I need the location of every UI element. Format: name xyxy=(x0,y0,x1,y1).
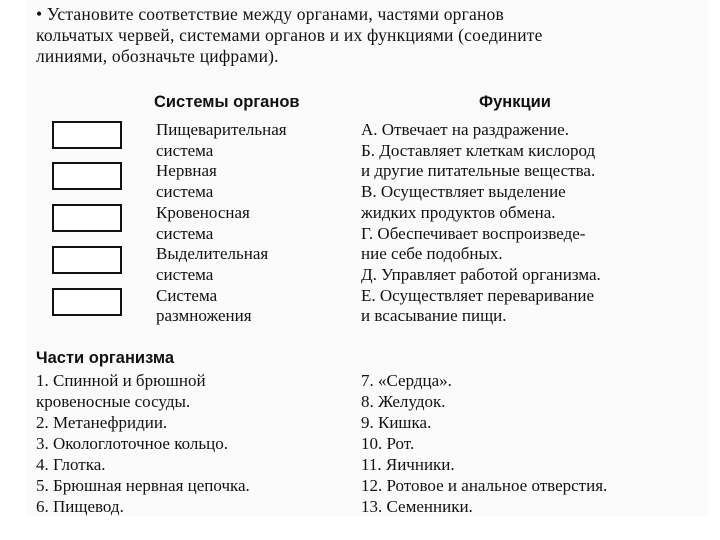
task-line: кольчатых червей, системами органов и их функциями (соедините xyxy=(36,25,543,45)
answer-box-circulatory[interactable] xyxy=(52,204,122,232)
task-line: • Установите соответствие между органами, частями органов xyxy=(36,4,504,24)
systems-list xyxy=(156,120,356,327)
part-item: 8. Желудок. xyxy=(361,392,446,411)
part-item: 9. Кишка. xyxy=(361,413,432,432)
task-line: линиями, обозначьте цифрами). xyxy=(36,46,279,66)
system-excretory-line: Выделительная xyxy=(156,244,269,264)
function-line: Б. Доставляет клеткам кислород xyxy=(361,140,596,160)
function-line: Д. Управляет работой организма. xyxy=(361,264,601,284)
function-line: ние себе подобных. xyxy=(361,244,503,264)
part-item: 13. Семенники. xyxy=(361,497,473,516)
part-item: 5. Брюшная нервная цепочка. xyxy=(36,476,250,495)
part-item: 3. Окологлоточное кольцо. xyxy=(36,434,228,453)
answer-box-nervous[interactable] xyxy=(52,162,122,190)
part-item: 10. Рот. xyxy=(361,434,415,453)
system-reproductive-line: размножения xyxy=(156,306,252,326)
part-item: 12. Ротовое и анальное отверстия. xyxy=(361,476,608,495)
functions-list xyxy=(361,120,711,327)
part-item: 6. Пищевод. xyxy=(36,497,124,516)
system-digestive-line: Пищеварительная xyxy=(156,120,287,139)
part-item: 4. Глотка. xyxy=(36,455,106,474)
parts-list-right xyxy=(361,370,701,517)
system-nervous-line: система xyxy=(156,182,214,202)
answer-box-digestive[interactable] xyxy=(52,121,122,149)
systems-header: Системы органов xyxy=(154,93,300,111)
function-line: и всасывание пищи. xyxy=(361,306,507,326)
function-line: А. Отвечает на раздражение. xyxy=(361,120,569,139)
system-excretory-line: система xyxy=(156,264,214,284)
answer-box-reproductive[interactable] xyxy=(52,288,122,316)
task-instructions xyxy=(36,4,698,67)
system-digestive-line: система xyxy=(156,140,214,160)
function-line: Е. Осуществляет переваривание xyxy=(361,285,595,305)
part-item: кровеносные сосуды. xyxy=(36,392,191,411)
answer-box-excretory[interactable] xyxy=(52,246,122,274)
part-item: 7. «Сердца». xyxy=(361,371,452,390)
function-line: жидких продуктов обмена. xyxy=(361,202,556,222)
system-circulatory-line: система xyxy=(156,223,214,243)
system-reproductive-line: Система xyxy=(156,285,218,305)
system-circulatory-line: Кровеносная xyxy=(156,202,250,222)
function-line: и другие питательные вещества. xyxy=(361,161,596,181)
part-item: 1. Спинной и брюшной xyxy=(36,371,206,390)
parts-list-left xyxy=(36,370,356,517)
function-line: Г. Обеспечивает воспроизведе- xyxy=(361,223,586,243)
parts-title: Части организма xyxy=(36,349,175,367)
part-item: 11. Яичники. xyxy=(361,455,455,474)
functions-header: Функции xyxy=(479,93,551,111)
system-nervous-line: Нервная xyxy=(156,161,217,181)
part-item: 2. Метанефридии. xyxy=(36,413,168,432)
function-line: В. Осуществляет выделение xyxy=(361,182,566,202)
